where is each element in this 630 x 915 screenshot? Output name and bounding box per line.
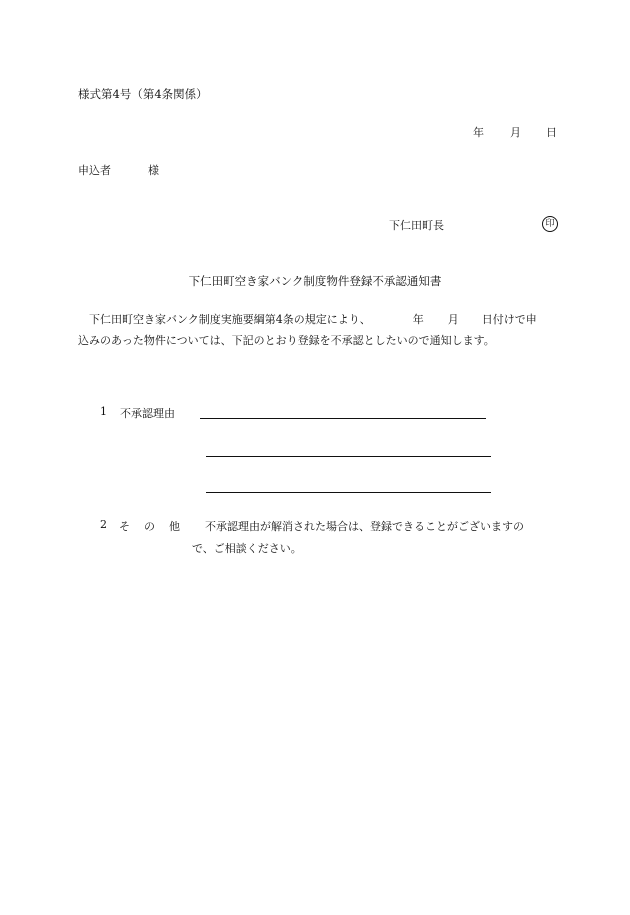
issuer-title: 下仁田町長 — [389, 219, 444, 232]
reason-line-3 — [206, 492, 491, 493]
body-line-1 — [78, 309, 560, 330]
applicant-honorific: 様 — [148, 164, 159, 177]
item-1-number: 1 — [100, 405, 107, 418]
body-line-2: 込みのあった物件については、下記のとおり登録を不承認としたいので通知します。 — [78, 334, 495, 347]
date-day-label: 日 — [546, 126, 557, 139]
date-month-label: 月 — [510, 126, 521, 139]
body-paragraph — [78, 309, 560, 351]
document-title: 下仁田町空き家バンク制度物件登録不承認通知書 — [188, 274, 442, 288]
body-year-label: 年 — [412, 313, 424, 326]
item-2-label-char-1: そ — [119, 520, 130, 533]
item-2-label-char-2: の — [144, 520, 155, 533]
item-2-text-line-2: で、ご相談ください。 — [192, 542, 302, 555]
reason-line-2 — [206, 456, 491, 457]
body-month-label: 月 — [447, 313, 459, 326]
date-year-label: 年 — [473, 126, 484, 139]
item-1-label: 不承認理由 — [120, 407, 175, 420]
body-line1-prefix: 下仁田町空き家バンク制度実施要綱第4条の規定により、 — [89, 313, 371, 326]
item-2-label-char-3: 他 — [169, 520, 180, 533]
item-2-text — [192, 516, 562, 560]
applicant-label: 申込者 — [78, 164, 111, 177]
form-number: 様式第4号（第4条関係） — [78, 87, 208, 101]
body-line1-suffix: 日付けで申 — [481, 313, 537, 326]
seal-mark: 印 — [542, 216, 558, 232]
item-2-number: 2 — [100, 518, 107, 531]
reason-line-1 — [200, 418, 486, 419]
item-2-text-line-1: 不承認理由が解消された場合は、登録できることがございますの — [205, 520, 524, 533]
